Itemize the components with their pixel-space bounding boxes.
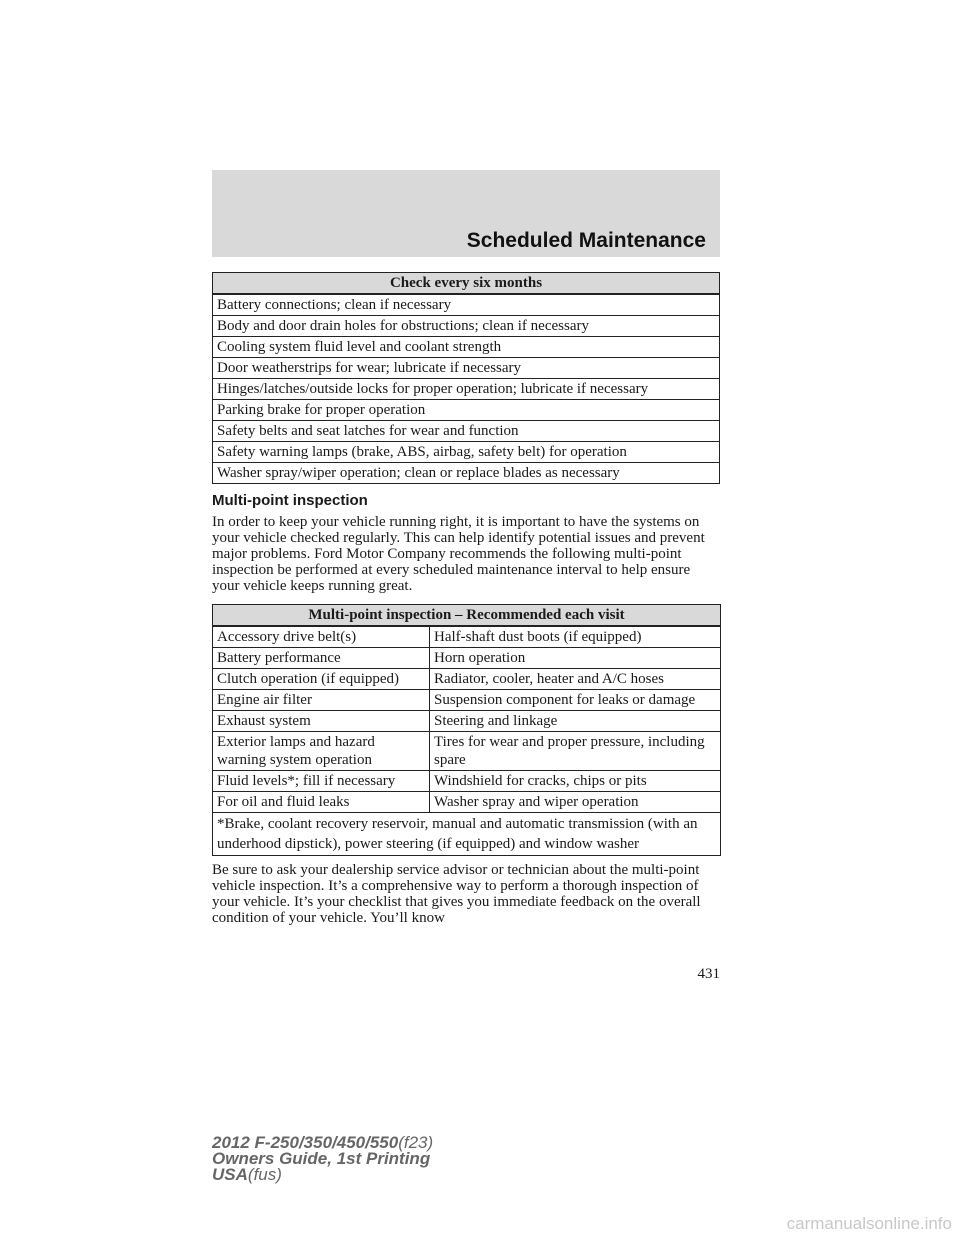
multipoint-heading: Multi-point inspection xyxy=(212,492,368,509)
table-row xyxy=(213,792,721,813)
multipoint-item-left: Battery performance xyxy=(213,648,430,669)
six-month-row: Safety belts and seat latches for wear and function xyxy=(213,421,720,442)
six-month-row: Cooling system fluid level and coolant strength xyxy=(213,337,720,358)
table-row xyxy=(213,669,721,690)
table-row xyxy=(213,771,721,792)
footer-edition: Owners Guide, 1st Printing xyxy=(212,1149,431,1168)
multipoint-item-right: Radiator, cooler, heater and A/C hoses xyxy=(430,669,721,690)
multipoint-item-right: Suspension component for leaks or damage xyxy=(430,690,721,711)
print-footer xyxy=(212,1135,433,1183)
six-month-row: Parking brake for proper operation xyxy=(213,400,720,421)
six-month-row: Washer spray/wiper operation; clean or replace blades as necessary xyxy=(213,463,720,484)
table-row xyxy=(213,711,721,732)
header-band xyxy=(212,170,720,257)
multipoint-item-right: Half-shaft dust boots (if equipped) xyxy=(430,626,721,648)
six-month-row: Battery connections; clean if necessary xyxy=(213,294,720,316)
multipoint-item-left: Clutch operation (if equipped) xyxy=(213,669,430,690)
footer-market-code: (fus) xyxy=(247,1165,282,1184)
watermark-text: carmanualsonline.info xyxy=(786,1214,952,1233)
multipoint-table-heading: Multi-point inspection – Recommended each visit xyxy=(213,605,721,627)
multipoint-item-left: For oil and fluid leaks xyxy=(213,792,430,813)
multipoint-intro: In order to keep your vehicle running right, it is important to have the systems on your vehicle checked regularly. This can help identify potential issues and prevent major problems. Ford Motor Company recommends the following multi-point inspection be performed at every scheduled maintenance interval to help ensure your vehicle keeps running great. xyxy=(212,514,705,594)
multipoint-table xyxy=(212,604,721,856)
table-row xyxy=(213,732,721,771)
multipoint-footnote: *Brake, coolant recovery reservoir, manual and automatic transmission (with an underhood dipstick), power steering (if equipped) and window washer xyxy=(213,813,721,856)
six-month-row: Hinges/latches/outside locks for proper operation; lubricate if necessary xyxy=(213,379,720,400)
six-month-row: Body and door drain holes for obstructions; clean if necessary xyxy=(213,316,720,337)
footer-market: USA xyxy=(212,1165,248,1184)
multipoint-item-left: Fluid levels*; fill if necessary xyxy=(213,771,430,792)
page-number: 431 xyxy=(697,966,720,982)
multipoint-item-right: Tires for wear and proper pressure, including spare xyxy=(430,732,721,771)
six-month-check-table xyxy=(212,272,720,484)
six-month-row: Safety warning lamps (brake, ABS, airbag, safety belt) for operation xyxy=(213,442,720,463)
table-row xyxy=(213,648,721,669)
multipoint-item-left: Engine air filter xyxy=(213,690,430,711)
multipoint-item-left: Exterior lamps and hazard warning system operation xyxy=(213,732,430,771)
multipoint-item-left: Exhaust system xyxy=(213,711,430,732)
page-title: Scheduled Maintenance xyxy=(466,229,706,252)
table-row xyxy=(213,690,721,711)
multipoint-item-left: Accessory drive belt(s) xyxy=(213,626,430,648)
footer-model-code: (f23) xyxy=(398,1133,434,1152)
table-row xyxy=(213,813,721,856)
six-month-table-heading: Check every six months xyxy=(213,273,720,295)
multipoint-item-right: Windshield for cracks, chips or pits xyxy=(430,771,721,792)
page-content xyxy=(212,272,720,926)
closing-paragraph: Be sure to ask your dealership service advisor or technician about the multi-point vehicle inspection. It’s a comprehensive way to perform a thorough inspection of your vehicle. It’s your checklist that gives you immediate feedback on the overall condition of your vehicle. You’ll know xyxy=(212,862,701,926)
multipoint-item-right: Horn operation xyxy=(430,648,721,669)
multipoint-item-right: Steering and linkage xyxy=(430,711,721,732)
six-month-row: Door weatherstrips for wear; lubricate if necessary xyxy=(213,358,720,379)
table-row xyxy=(213,626,721,648)
footer-model: 2012 F-250/350/450/550 xyxy=(212,1133,399,1152)
multipoint-item-right: Washer spray and wiper operation xyxy=(430,792,721,813)
